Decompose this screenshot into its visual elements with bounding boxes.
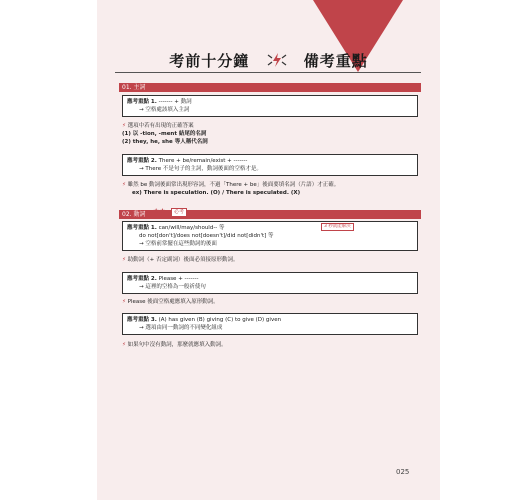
page-title <box>97 50 440 72</box>
star-rating: ★★ <box>153 207 166 215</box>
title-right: 備考重點 <box>303 52 368 70</box>
tip-box: 應考重點 3. (A) has given (B) giving (C) to give (D) given → 選項由同一動詞的不同變化組成 <box>122 313 418 335</box>
page <box>97 0 440 500</box>
section-tag-subject: 01. 主詞 <box>119 83 421 92</box>
note: ⚡ 雖然 be 動詞後面常出現形容詞，不過「There + be」後面要填名詞（片語）才正確。 ex) There is speculation. (O) / There is speculated. (X) <box>122 182 340 196</box>
lightning-icon: ⚡ <box>122 342 126 348</box>
lightning-icon <box>264 52 290 72</box>
title-left: 考前十分鐘 <box>169 52 250 70</box>
note: ⚡ 選項中若有出現的正確答案 (1) 以 -tion, -ment 結尾的名詞 (2) they, he, she 等人稱代名詞 <box>122 123 208 145</box>
tip-box: 應考重點 2. Please + ------- → 這裡的空格為一般祈使句 <box>122 272 418 294</box>
lightning-icon: ⚡ <box>122 257 126 263</box>
lightning-icon: ⚡ <box>122 123 126 129</box>
must-test-badge: 必考 <box>171 208 187 217</box>
tip-box: 應考重點 2. There + be/remain/exist + ------- → There 不是句子的主詞，動詞後面的空格才是。 <box>122 154 418 176</box>
page-number: 025 <box>396 468 410 476</box>
quick-solve-callout: 3 秒就能解決 <box>321 223 354 231</box>
tip-box: 應考重點 1. ------- + 動詞 → 空格處該填入主詞 <box>122 95 418 117</box>
note: ⚡ 如果句中沒有動詞，那麼就應填入動詞。 <box>122 342 227 348</box>
note: ⚡ Please 後面空格處應填入原形動詞。 <box>122 299 219 305</box>
note: ⚡ 助動詞（+ 否定副詞）後面必須接原形動詞。 <box>122 257 239 263</box>
lightning-icon: ⚡ <box>122 182 126 188</box>
title-underline <box>115 72 421 73</box>
lightning-icon: ⚡ <box>122 299 126 305</box>
tip-box: 應考重點 1. can/will/may/should-- 等 do not[don't]/does not[doesn't]/did not[didn't] 等 → 空格前常擺在這些動詞的後面 <box>122 221 418 251</box>
section-tag-verb: 02. 動詞 <box>119 210 421 219</box>
